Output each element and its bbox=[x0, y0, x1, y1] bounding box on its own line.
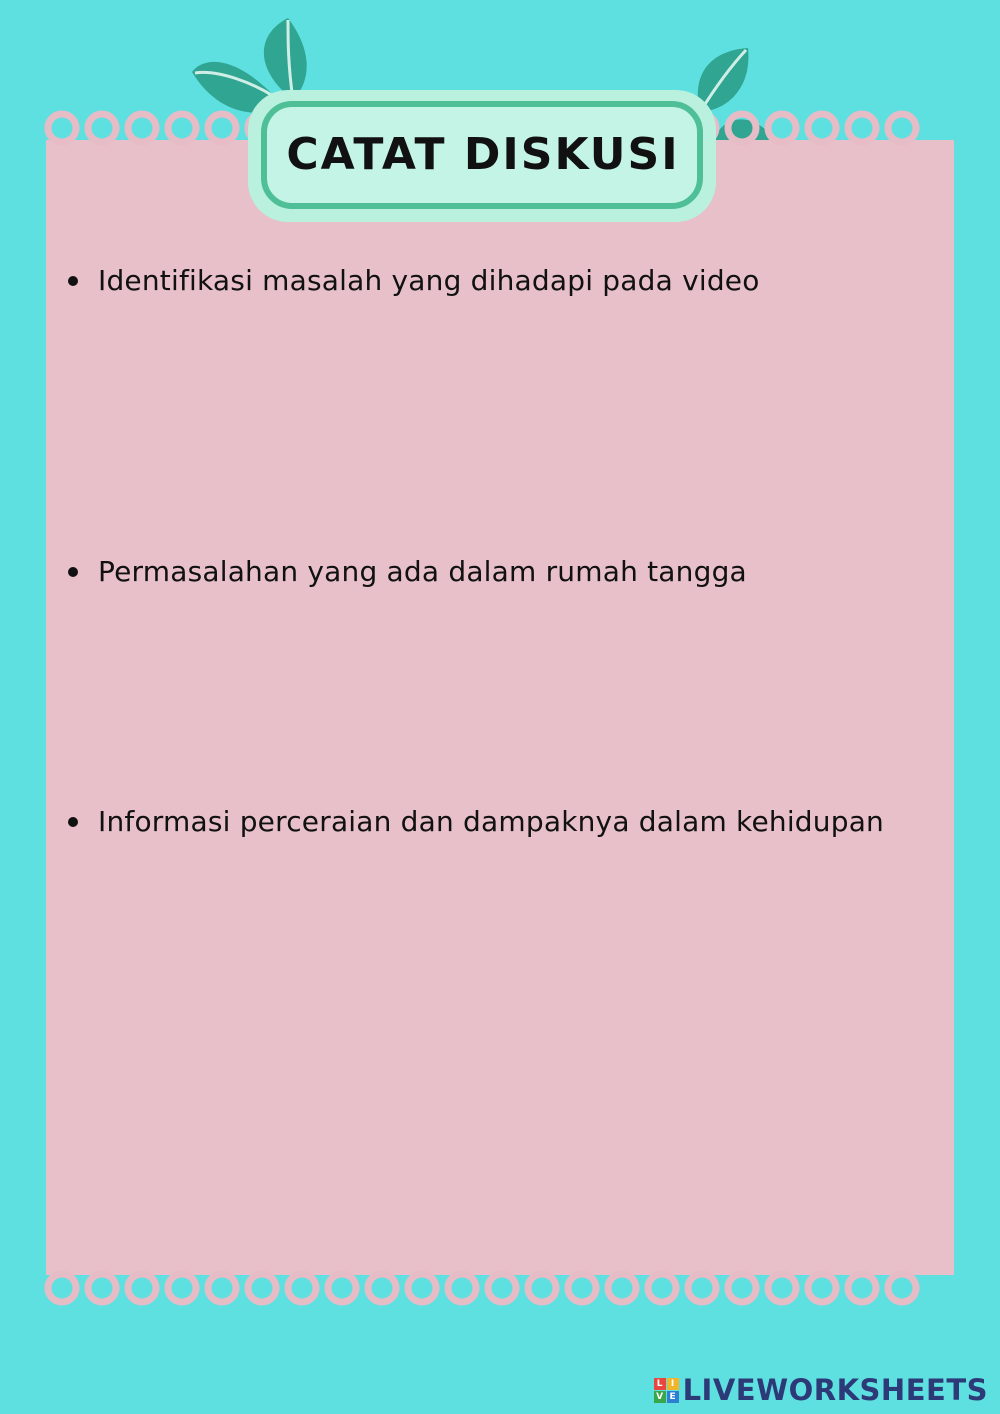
lace-loop bbox=[608, 1274, 636, 1302]
bullet-icon bbox=[68, 276, 78, 286]
discussion-item bbox=[68, 805, 884, 838]
lace-loop bbox=[488, 1274, 516, 1302]
lace-loop bbox=[88, 114, 116, 142]
lace-loop bbox=[768, 1274, 796, 1302]
liveworksheets-logo bbox=[654, 1374, 988, 1406]
lace-loop bbox=[888, 1274, 916, 1302]
discussion-item bbox=[68, 264, 760, 297]
page-title: CATAT DISKUSI bbox=[286, 128, 680, 180]
lace-loop bbox=[128, 1274, 156, 1302]
lace-loop bbox=[328, 1274, 356, 1302]
paper-sheet bbox=[46, 140, 954, 1275]
discussion-item bbox=[68, 555, 747, 588]
liveworksheets-logo-icon: L I V E bbox=[654, 1378, 679, 1403]
lace-loop bbox=[288, 1274, 316, 1302]
lace-loop bbox=[808, 114, 836, 142]
lace-loop bbox=[568, 1274, 596, 1302]
lace-loop bbox=[168, 114, 196, 142]
discussion-item-text: Identifikasi masalah yang dihadapi pada video bbox=[98, 264, 760, 297]
discussion-item-text: Permasalahan yang ada dalam rumah tangga bbox=[98, 555, 747, 588]
bullet-icon bbox=[68, 817, 78, 827]
lace-loop bbox=[128, 114, 156, 142]
bullet-icon bbox=[68, 567, 78, 577]
discussion-item-text: Informasi perceraian dan dampaknya dalam kehidupan bbox=[98, 805, 885, 838]
lace-loop bbox=[688, 1274, 716, 1302]
lace-loop bbox=[208, 1274, 236, 1302]
lace-loop bbox=[48, 114, 76, 142]
lace-loop bbox=[408, 1274, 436, 1302]
lace-loop bbox=[368, 1274, 396, 1302]
lace-loop bbox=[248, 1274, 276, 1302]
lace-loop bbox=[768, 114, 796, 142]
lace-loop bbox=[208, 114, 236, 142]
lace-loop bbox=[648, 1274, 676, 1302]
lace-loop bbox=[808, 1274, 836, 1302]
lace-loop bbox=[88, 1274, 116, 1302]
lace-loop bbox=[728, 1274, 756, 1302]
lace-loop bbox=[848, 114, 876, 142]
lace-loop bbox=[168, 1274, 196, 1302]
liveworksheets-logo-text: LIVEWORKSHEETS bbox=[682, 1373, 988, 1407]
lace-loop bbox=[848, 1274, 876, 1302]
lace-loop bbox=[888, 114, 916, 142]
lace-loop bbox=[448, 1274, 476, 1302]
lace-loop bbox=[528, 1274, 556, 1302]
lace-border-bottom bbox=[48, 1274, 916, 1302]
lace-loop bbox=[48, 1274, 76, 1302]
